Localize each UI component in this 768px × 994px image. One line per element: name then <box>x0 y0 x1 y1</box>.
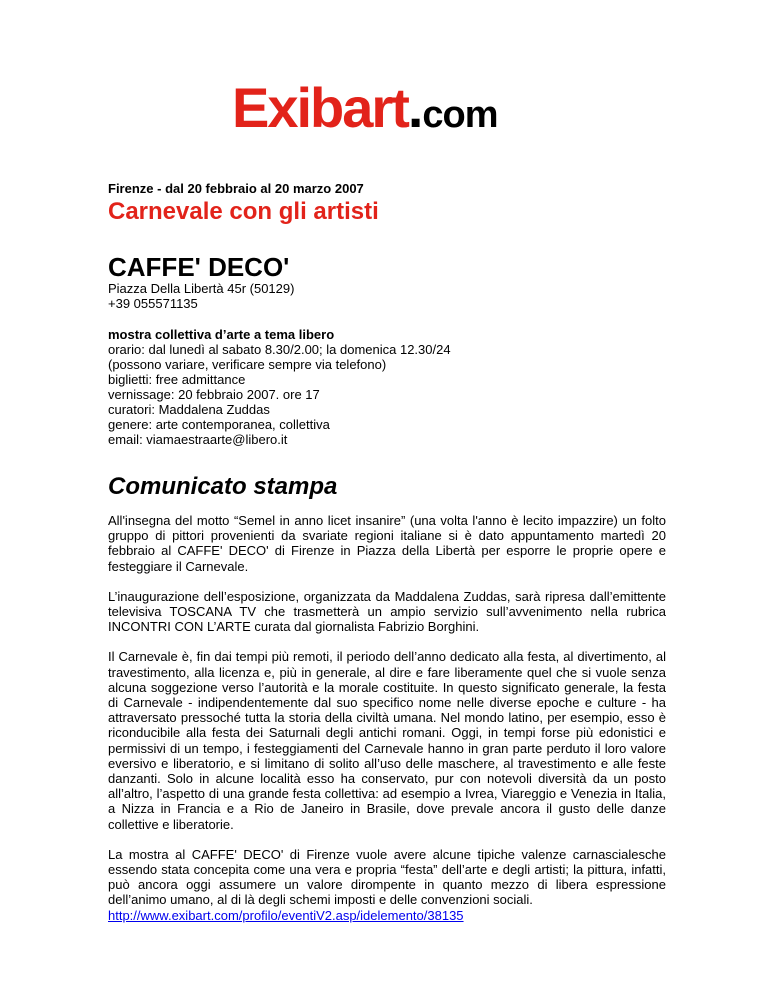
detail-line: email: viamaestraarte@libero.it <box>108 432 288 447</box>
exibart-logo[interactable] <box>232 76 498 139</box>
detail-line: genere: arte contemporanea, collettiva <box>108 417 330 432</box>
event-dateline: Firenze - dal 20 febbraio al 20 marzo 2007 <box>108 181 364 196</box>
press-paragraph: La mostra al CAFFE' DECO' di Firenze vuole avere alcune tipiche valenze carnascialesche essendo stata concepita come una vera e propria “festa” dell’arte e degli artisti; la pittura, infatti, può ancora oggi assumere un valore dirompente in quanto mezzo di libera espressione dell’animo umano, al di là degli schemi imposti e delle convenzioni sociali. <box>108 846 666 908</box>
detail-line: vernissage: 20 febbraio 2007. ore 17 <box>108 387 320 402</box>
event-details <box>108 327 666 447</box>
event-title: Carnevale con gli artisti <box>108 198 379 225</box>
details-heading: mostra collettiva d’arte a tema libero <box>108 327 335 342</box>
document-body <box>108 181 666 923</box>
detail-line: orario: dal lunedì al sabato 8.30/2.00; la domenica 12.30/24 <box>108 342 451 357</box>
press-paragraph: L’inaugurazione dell’esposizione, organizzata da Maddalena Zuddas, sarà ripresa dall’emittente televisiva TOSCANA TV che trasmetterà un ampio servizio sull’avvenimento nella rubrica INCONTRI CON L’ARTE curata dal giornalista Fabrizio Borghini. <box>108 588 666 635</box>
press-paragraph: Il Carnevale è, fin dai tempi più remoti, il periodo dell’anno dedicato alla festa, al divertimento, al travestimento, alla licenza e, più in generale, al dire e fare liberamente quel che si vuole senza alcuna soggezione verso l’autorità e la morale costituite. In questo significato generale, la festa di Carnevale - indipendentemente dal suo specifico nome nelle diverse epoche e culture - ha attraversato pressoché tutta la storia della civiltà umana. Nel mondo latino, per esempio, esso è riconducibile alla festa dei Saturnali degli antichi romani. Oggi, in tempi forse più edonistici e permissivi di un tempo, i festeggiamenti del Carnevale hanno in gran parte perduto il loro valore eversivo e liberatorio, e si limitano di solito all’uso delle maschere, al travestimento e alle feste danzanti. Solo in alcune località esso ha conservato, pur con notevoli diversità da un posto all’altro, l’aspetto di una grande festa collettiva: ad esempio a Ivrea, Viareggio e Venezia in Italia, a Nizza in Francia e a Rio de Janeiro in Brasile, dove prevale ancora il gusto delle danze collettive e liberatorie. <box>108 649 666 832</box>
detail-line: biglietti: free admittance <box>108 372 246 387</box>
press-heading: Comunicato stampa <box>108 473 338 500</box>
venue-phone: +39 055571135 <box>108 296 198 311</box>
detail-line: (possono variare, verificare sempre via telefono) <box>108 357 387 372</box>
venue-address: Piazza Della Libertà 45r (50129) <box>108 281 295 296</box>
detail-line: curatori: Maddalena Zuddas <box>108 402 270 417</box>
press-paragraph: All'insegna del motto “Semel in anno licet insanire” (una volta l'anno è lecito impazzire) un folto gruppo di pittori provenienti da svariate regioni italiane si è dato appuntamento martedì 20 febbraio al CAFFE' DECO' di Firenze in Piazza della Libertà per esporre le proprie opere e festeggiare il Carnevale. <box>108 513 666 574</box>
logo-dot: . <box>407 76 423 139</box>
venue-name: CAFFE' DECO' <box>108 252 290 282</box>
event-link[interactable]: http://www.exibart.com/profilo/eventiV2.asp/idelemento/38135 <box>108 907 464 923</box>
logo-brand: Exibart <box>232 76 408 139</box>
logo-tld: com <box>422 94 498 136</box>
